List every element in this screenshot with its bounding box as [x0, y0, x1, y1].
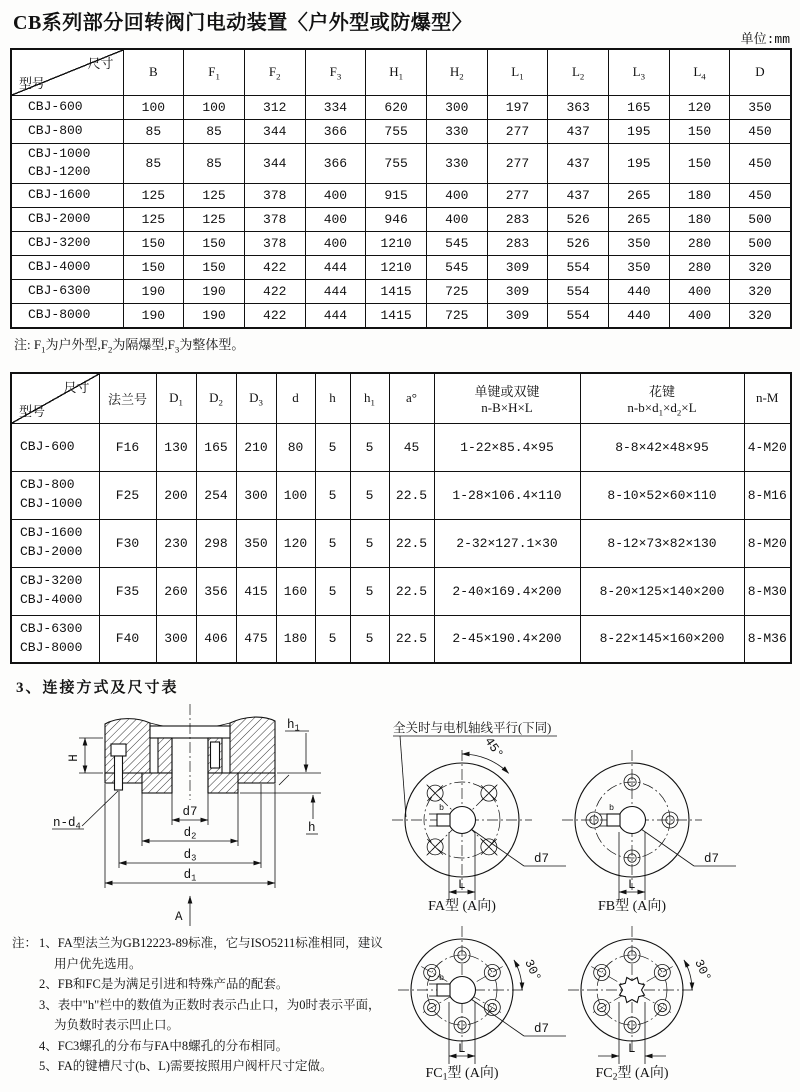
value-cell: 356 — [196, 567, 236, 615]
table-row — [11, 304, 791, 328]
value-cell: 2-40×169.4×200 — [434, 567, 580, 615]
value-cell: 475 — [236, 615, 276, 663]
value-cell: 422 — [244, 256, 305, 280]
value-cell: 85 — [123, 143, 184, 184]
table-row — [11, 119, 791, 143]
value-cell: 350 — [236, 519, 276, 567]
value-cell: 2-45×190.4×200 — [434, 615, 580, 663]
angle-label: 30° — [691, 957, 714, 984]
value-cell: 526 — [548, 208, 609, 232]
L-label: L — [628, 878, 636, 892]
table-row — [11, 256, 791, 280]
value-cell: 5 — [315, 423, 350, 471]
model-cell: CBJ-6300 — [11, 280, 123, 304]
value-cell: 330 — [426, 143, 487, 184]
value-cell: 350 — [609, 256, 670, 280]
column-header: h — [315, 373, 350, 423]
value-cell: 100 — [123, 95, 184, 119]
value-cell: 45 — [389, 423, 434, 471]
table-row — [11, 184, 791, 208]
value-cell: 254 — [196, 471, 236, 519]
value-cell: 283 — [487, 208, 548, 232]
model-cell: CBJ-1600 CBJ-2000 — [11, 519, 99, 567]
value-cell: 283 — [487, 232, 548, 256]
value-cell: 190 — [184, 304, 245, 328]
value-cell: 265 — [609, 208, 670, 232]
dimension-table-main — [10, 48, 792, 329]
corner-label-model: 型号 — [19, 75, 46, 91]
keyway-b-label: b — [439, 803, 445, 813]
footnote-item: 5、FA的键槽尺寸(b、L)需要按照用户阀杆尺寸定做。 — [39, 1059, 333, 1073]
value-cell: 180 — [669, 208, 730, 232]
page-title: CB系列部分回转阀门电动装置〈户外型或防爆型〉 — [13, 12, 473, 34]
value-cell: 422 — [244, 280, 305, 304]
model-cell: CBJ-2000 — [11, 208, 123, 232]
bolt-shaft — [115, 756, 123, 790]
value-cell: 298 — [196, 519, 236, 567]
value-cell: 8-22×145×160×200 — [580, 615, 744, 663]
model-cell: CBJ-8000 — [11, 304, 123, 328]
table-row — [11, 615, 791, 663]
d7-leader — [471, 999, 524, 1036]
value-cell: 5 — [350, 615, 389, 663]
bolt-hole-inner — [488, 968, 496, 976]
value-cell: 8-8×42×48×95 — [580, 423, 744, 471]
column-header: 单键或双键 n-B×H×L — [434, 373, 580, 423]
spigot-left — [142, 773, 172, 793]
corner-label-model: 型号 — [19, 403, 46, 419]
value-cell: 5 — [315, 567, 350, 615]
column-header: $h_1$ — [350, 373, 389, 423]
value-cell: 545 — [426, 232, 487, 256]
value-cell: 190 — [123, 280, 184, 304]
value-cell: 100 — [276, 471, 315, 519]
value-cell: 400 — [426, 208, 487, 232]
table-header-row — [11, 373, 791, 423]
value-cell: F16 — [99, 423, 156, 471]
dim-label-d2: $d_2$ — [183, 826, 197, 842]
unit-label: 单位:mm — [740, 32, 790, 47]
value-cell: 5 — [350, 471, 389, 519]
model-cell: CBJ-3200 — [11, 232, 123, 256]
value-cell: 500 — [730, 208, 791, 232]
value-cell: 400 — [669, 304, 730, 328]
value-cell: F35 — [99, 567, 156, 615]
table-row — [11, 143, 791, 184]
angle-arc — [514, 960, 522, 990]
value-cell: 400 — [305, 208, 366, 232]
value-cell: 554 — [548, 256, 609, 280]
value-cell: 350 — [609, 232, 670, 256]
model-cell: CBJ-1000 CBJ-1200 — [11, 143, 123, 184]
value-cell: 150 — [184, 232, 245, 256]
value-cell: 554 — [548, 280, 609, 304]
value-cell: 526 — [548, 232, 609, 256]
value-cell: 400 — [669, 280, 730, 304]
value-cell: 197 — [487, 95, 548, 119]
model-cell: CBJ-800 CBJ-1000 — [11, 471, 99, 519]
column-header: n-M — [744, 373, 791, 423]
corner-label-size: 尺寸 — [63, 380, 90, 395]
table-row — [11, 423, 791, 471]
spigot-right — [208, 773, 238, 793]
column-header: $H_1$ — [366, 49, 427, 95]
value-cell: 165 — [196, 423, 236, 471]
value-cell: 400 — [305, 184, 366, 208]
value-cell: 8-20×125×140×200 — [580, 567, 744, 615]
d7-leader — [641, 829, 694, 866]
value-cell: 415 — [236, 567, 276, 615]
model-cell: CBJ-600 — [11, 423, 99, 471]
flange-ring-right — [238, 773, 275, 783]
value-cell: 334 — [305, 95, 366, 119]
value-cell: 406 — [196, 615, 236, 663]
value-cell: 277 — [487, 143, 548, 184]
flange-view-fa — [392, 735, 566, 914]
bolt-hole — [654, 965, 670, 981]
bolt-hole — [484, 965, 500, 981]
corner-label-size: 尺寸 — [87, 56, 114, 71]
value-cell: 8-M30 — [744, 567, 791, 615]
value-cell: 725 — [426, 304, 487, 328]
d7-label: d7 — [534, 852, 550, 866]
footnotes-prefix: 注： — [12, 936, 38, 950]
value-cell: 8-M20 — [744, 519, 791, 567]
value-cell: 190 — [123, 304, 184, 328]
value-cell: 80 — [276, 423, 315, 471]
value-cell: 437 — [548, 184, 609, 208]
value-cell: 755 — [366, 119, 427, 143]
value-cell: 366 — [305, 143, 366, 184]
hub-wall-left — [158, 738, 172, 773]
value-cell: 1210 — [366, 256, 427, 280]
table-row — [11, 519, 791, 567]
value-cell: 300 — [156, 615, 196, 663]
model-cell: CBJ-3200 CBJ-4000 — [11, 567, 99, 615]
dim-label-h: h — [308, 821, 316, 835]
d7-label: d7 — [704, 852, 720, 866]
column-header: a° — [389, 373, 434, 423]
value-cell: 22.5 — [389, 567, 434, 615]
value-cell: 330 — [426, 119, 487, 143]
value-cell: 8-10×52×60×110 — [580, 471, 744, 519]
splined-center-hole — [620, 978, 645, 1003]
value-cell: 344 — [244, 119, 305, 143]
value-cell: 309 — [487, 280, 548, 304]
keyway — [607, 814, 620, 826]
flange-views-fc1-fc2 — [385, 925, 795, 1092]
value-cell: 915 — [366, 184, 427, 208]
value-cell: 350 — [730, 95, 791, 119]
value-cell: 1-22×85.4×95 — [434, 423, 580, 471]
value-cell: 437 — [548, 143, 609, 184]
value-cell: 22.5 — [389, 471, 434, 519]
value-cell: 946 — [366, 208, 427, 232]
pin-slot — [211, 742, 220, 768]
flange-table — [10, 372, 792, 664]
value-cell: 280 — [669, 256, 730, 280]
value-cell: 125 — [123, 208, 184, 232]
dim-label-d7: d7 — [182, 805, 198, 819]
flange-view-fb — [562, 750, 736, 914]
value-cell: 4-M20 — [744, 423, 791, 471]
column-header: $L_3$ — [609, 49, 670, 95]
alignment-annotation: 全关时与电机轴线平行(下同) — [393, 721, 552, 735]
column-header: $F_1$ — [184, 49, 245, 95]
flange-view-fc1 — [398, 926, 566, 1083]
value-cell: 8-M16 — [744, 471, 791, 519]
value-cell: 180 — [669, 184, 730, 208]
column-header: $F_2$ — [244, 49, 305, 95]
value-cell: 22.5 — [389, 615, 434, 663]
value-cell: 363 — [548, 95, 609, 119]
value-cell: 5 — [350, 423, 389, 471]
flange-ring-left — [105, 773, 142, 783]
value-cell: 444 — [305, 256, 366, 280]
model-cell: CBJ-1600 — [11, 184, 123, 208]
value-cell: 160 — [276, 567, 315, 615]
value-cell: 230 — [156, 519, 196, 567]
value-cell: 120 — [669, 95, 730, 119]
value-cell: 1415 — [366, 304, 427, 328]
column-header: D — [730, 49, 791, 95]
value-cell: 755 — [366, 143, 427, 184]
value-cell: 260 — [156, 567, 196, 615]
dim-label-d1: $d_1$ — [183, 868, 197, 884]
value-cell: 150 — [123, 232, 184, 256]
L-label: L — [458, 878, 466, 892]
value-cell: 210 — [236, 423, 276, 471]
keyway-b-label: b — [439, 973, 445, 983]
footnotes — [12, 933, 390, 1077]
value-cell: 1-28×106.4×110 — [434, 471, 580, 519]
value-cell: 320 — [730, 304, 791, 328]
column-header: d — [276, 373, 315, 423]
value-cell: 1415 — [366, 280, 427, 304]
value-cell: 150 — [123, 256, 184, 280]
value-cell: 422 — [244, 304, 305, 328]
value-cell: 378 — [244, 232, 305, 256]
keyway-b-label: b — [609, 803, 615, 813]
value-cell: 444 — [305, 304, 366, 328]
dim-label-d3: $d_3$ — [183, 848, 197, 864]
table-row — [11, 208, 791, 232]
value-cell: 344 — [244, 143, 305, 184]
keyway — [437, 984, 450, 996]
column-header: $F_3$ — [305, 49, 366, 95]
footnote-item: 2、FB和FC是为满足引进和特殊产品的配套。 — [39, 977, 289, 991]
value-cell: 125 — [184, 184, 245, 208]
value-cell: 320 — [730, 256, 791, 280]
table-header-row — [11, 49, 791, 95]
value-cell: 130 — [156, 423, 196, 471]
value-cell: 5 — [350, 567, 389, 615]
column-header: $D_1$ — [156, 373, 196, 423]
model-cell: CBJ-800 — [11, 119, 123, 143]
value-cell: 440 — [609, 280, 670, 304]
dim-label-h1: $h_1$ — [287, 718, 300, 734]
model-cell: CBJ-6300 CBJ-8000 — [11, 615, 99, 663]
cross-section-drawing — [25, 698, 355, 934]
footnote-item: 3、表中"h"栏中的数值为正数时表示凸止口，为0时表示平面，为负数时表示凹止口。 — [39, 997, 381, 1032]
value-cell: 450 — [730, 119, 791, 143]
table-row — [11, 232, 791, 256]
column-header: $L_4$ — [669, 49, 730, 95]
value-cell: 5 — [315, 615, 350, 663]
value-cell: 265 — [609, 184, 670, 208]
angle-arc — [684, 960, 692, 990]
table1-note: 注: $F_1$为户外型$,F_2$为隔爆型$,F_3$为整体型。 — [14, 337, 245, 355]
column-header: $D_2$ — [196, 373, 236, 423]
column-header: 法兰号 — [99, 373, 156, 423]
keyway — [437, 814, 450, 826]
column-header: 花键 $n-b\times d_1\times d_2\times L$ — [580, 373, 744, 423]
value-cell: 125 — [123, 184, 184, 208]
value-cell: 725 — [426, 280, 487, 304]
column-header: $H_2$ — [426, 49, 487, 95]
value-cell: 150 — [669, 119, 730, 143]
value-cell: 85 — [123, 119, 184, 143]
value-cell: 2-32×127.1×30 — [434, 519, 580, 567]
section3-title: 3、连接方式及尺寸表 — [16, 680, 179, 696]
corner-header-cell — [11, 373, 99, 423]
value-cell: 200 — [156, 471, 196, 519]
value-cell: 195 — [609, 143, 670, 184]
value-cell: 320 — [730, 280, 791, 304]
view-arrow-label-A: A — [175, 910, 183, 924]
value-cell: 5 — [350, 519, 389, 567]
value-cell: 150 — [184, 256, 245, 280]
value-cell: F40 — [99, 615, 156, 663]
value-cell: 545 — [426, 256, 487, 280]
value-cell: 400 — [305, 232, 366, 256]
value-cell: 378 — [244, 184, 305, 208]
value-cell: 165 — [609, 95, 670, 119]
value-cell: 195 — [609, 119, 670, 143]
value-cell: F30 — [99, 519, 156, 567]
value-cell: 5 — [315, 471, 350, 519]
corner-header-cell — [11, 49, 123, 95]
column-header: $L_1$ — [487, 49, 548, 95]
value-cell: 312 — [244, 95, 305, 119]
value-cell: 180 — [276, 615, 315, 663]
value-cell: 500 — [730, 232, 791, 256]
column-header: B — [123, 49, 184, 95]
value-cell: 450 — [730, 143, 791, 184]
footnote-item: 1、FA型法兰为GB12223-89标准，它与ISO5211标准相同，建议用户优先选用。 — [39, 936, 383, 971]
model-cell: CBJ-600 — [11, 95, 123, 119]
value-cell: 554 — [548, 304, 609, 328]
value-cell: F25 — [99, 471, 156, 519]
value-cell: 437 — [548, 119, 609, 143]
bolt-head — [111, 744, 126, 756]
value-cell: 620 — [366, 95, 427, 119]
flange-view-fc2 — [568, 926, 713, 1083]
table-row — [11, 471, 791, 519]
view-title: FC2型 (A向) — [595, 1066, 669, 1083]
column-header: $L_2$ — [548, 49, 609, 95]
value-cell: 85 — [184, 119, 245, 143]
value-cell: 300 — [236, 471, 276, 519]
value-cell: 125 — [184, 208, 245, 232]
view-title: FB型 (A向) — [597, 899, 667, 914]
value-cell: 8-M36 — [744, 615, 791, 663]
dim-label-n-d4: $n-d_4$ — [53, 816, 81, 832]
value-cell: 120 — [276, 519, 315, 567]
value-cell: 440 — [609, 304, 670, 328]
L-label: L — [458, 1042, 466, 1056]
view-title: FA型 (A向) — [428, 899, 496, 914]
L-label: L — [628, 1042, 636, 1056]
value-cell: 1210 — [366, 232, 427, 256]
value-cell: 444 — [305, 280, 366, 304]
column-header: $D_3$ — [236, 373, 276, 423]
view-title: FC1型 (A向) — [425, 1066, 499, 1083]
value-cell: 190 — [184, 280, 245, 304]
value-cell: 378 — [244, 208, 305, 232]
d7-label: d7 — [534, 1022, 550, 1036]
value-cell: 450 — [730, 184, 791, 208]
housing-right-section — [230, 717, 275, 776]
table-row — [11, 95, 791, 119]
table-row — [11, 280, 791, 304]
model-cell: CBJ-4000 — [11, 256, 123, 280]
value-cell: 5 — [315, 519, 350, 567]
footnote-item: 4、FC3螺孔的分布与FA中8螺孔的分布相同。 — [39, 1038, 289, 1053]
value-cell: 150 — [669, 143, 730, 184]
value-cell: 277 — [487, 119, 548, 143]
value-cell: 85 — [184, 143, 245, 184]
d7-leader — [471, 829, 524, 866]
angle-label: 30° — [521, 957, 544, 984]
value-cell: 22.5 — [389, 519, 434, 567]
value-cell: 366 — [305, 119, 366, 143]
table-row — [11, 567, 791, 615]
flange-views-fa-fb — [385, 705, 795, 921]
bolt-hole-inner — [658, 968, 666, 976]
angle-label: 45° — [481, 734, 506, 762]
value-cell: 400 — [426, 184, 487, 208]
value-cell: 100 — [184, 95, 245, 119]
value-cell: 309 — [487, 256, 548, 280]
dim-label-H: H — [67, 754, 81, 762]
value-cell: 277 — [487, 184, 548, 208]
value-cell: 8-12×73×82×130 — [580, 519, 744, 567]
value-cell: 309 — [487, 304, 548, 328]
value-cell: 280 — [669, 232, 730, 256]
value-cell: 300 — [426, 95, 487, 119]
